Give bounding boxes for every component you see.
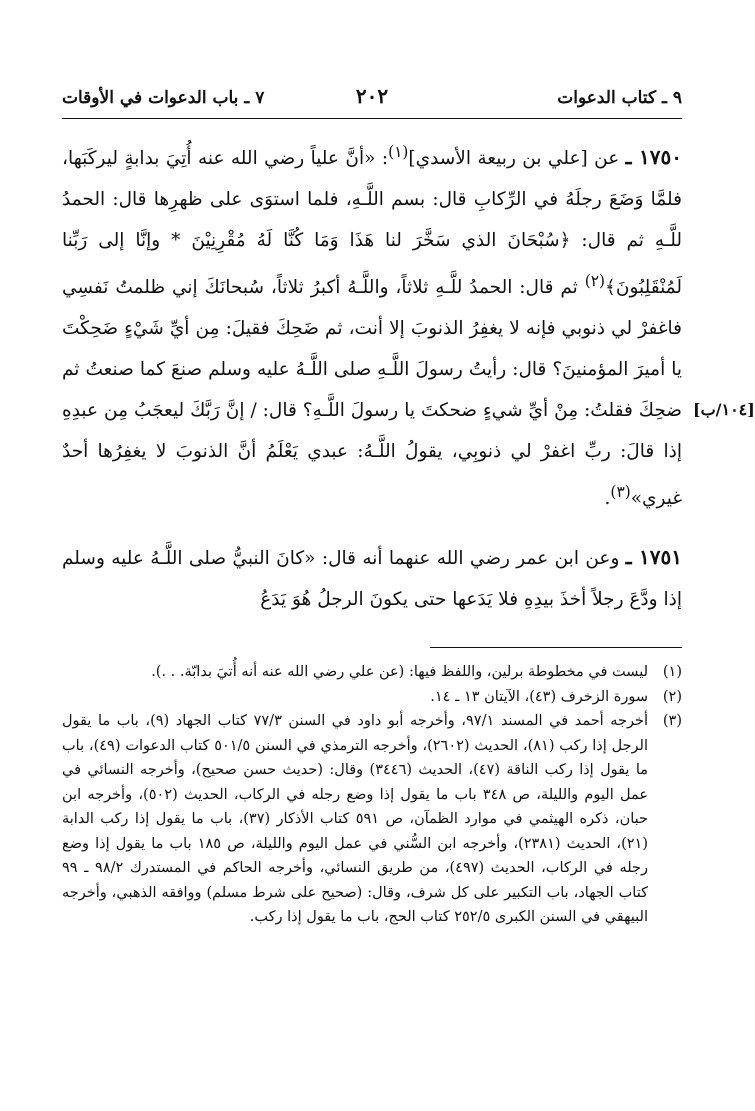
footnote-separator: [430, 647, 682, 648]
footnote-item: [62, 685, 682, 710]
footnote-item: [62, 709, 682, 930]
footnote-ref: (١): [388, 143, 409, 161]
page-number: ٢٠٢: [355, 84, 389, 108]
chapter-title: ٧ ـ باب الدعوات في الأوقات: [62, 88, 265, 108]
main-text: [62, 132, 682, 620]
hadith-text: : «أنَّ علياً رضي الله عنه أُتِيَ بدابةٍ ليركَبَها، فلمَّا وَضَعَ رجلَهُ في الرِّكابِ قال: بسم اللَّـهِ، فلما استوَى على ظهرِها قال: الحمدُ للَّـهِ ثم قال:: [62, 148, 682, 252]
quran-verse: ﴿سُبْحَانَ الذي سَخَّرَ لنا هَذَا وَمَا كُنَّا لَهُ مُقْرِنِيْنَ * وإنَّا إلى رَبِّنا لَمُنْقَلِبُونَ﴾: [62, 230, 682, 299]
footnote-item: [62, 660, 682, 685]
footnote-text: سورة الزخرف (٤٣)، الآيتان ١٣ ـ ١٤.: [430, 688, 648, 705]
manuscript-folio-marker: [١٠٤/ب]: [693, 400, 755, 419]
footnote-number: (٢): [662, 688, 682, 705]
footnote-number: (١): [662, 664, 682, 680]
footnote-text: ليست في مخطوطة برلين، واللفظ فيها: (عن علي رضي الله عنه أنه أُتيَ بدابّة. . .).: [151, 664, 648, 680]
hadith-text: وعن ابن عمر رضي الله عنهما أنه قال: «كانَ النبيُّ صلى اللَّـهُ عليه وسلم إذا ودَّعَ رجلاً أخذَ بيدِهِ فلا يَدَعها حتى يكونَ الرجلُ هُوَ يَدَعُ: [62, 548, 682, 611]
end-punctuation: .: [604, 488, 611, 510]
footnote-number: (٣): [662, 713, 682, 729]
hadith-text: ثم قال: الحمدُ للَّـهِ ثلاثاً، واللَّـهُ أكبرُ ثلاثاً، سُبحانَكَ إني ظلمتُ نَفسِي فاغفرْ لي ذنوبي فإنه لا يغفِرُ الذنوبَ إلا أنت، ثم ضَحِكَ فقيلَ: مِن أيِّ شَيْءٍ ضَحِكْتَ يا أميرَ المؤمنينَ؟ قال: رأيتُ رسولَ اللَّـهِ صلى اللَّـهُ عليه وسلم صنعَ كما صنعتُ ثم ضحِكَ فقلتُ: مِنْ أيِّ شيءٍ ضحكتَ يا رسولَ اللَّـهِ؟ قال: / إنَّ رَبَّكَ ليعجَبُ مِن عبدِهِ إذا قالَ: ربِّ اغفرْ لي ذنوبِي، يقولُ اللَّـهُ: عبدي يَعْلَمُ أنَّ الذنوبَ لا يغفِرُها أحدٌ غيري»: [62, 277, 682, 510]
footnote-text: أخرجه أحمد في المسند ٩٧/١، وأخرجه أبو داود في السنن ٧٧/٣ كتاب الجهاد (٩)، باب ما يقول الرجل إذا ركب (٨١)، الحديث (٢٦٠٢)، وأخرجه الترمذي في السنن ٥٠١/٥ كتاب الدعوات (٤٩)، باب ما يقول إذا ركب الناقة (٤٧)، الحديث (٣٤٤٦) وقال: (حديث حسن صحيح)، وأخرجه النسائي في عمل اليوم والليلة، ص ٣٤٨ باب ما يقول إذا وضع رجله في الركاب، الحديث (٥٠٢)، وأخرجه ابن حبان، ذكره الهيثمي في موارد الظمآن، ص ٥٩١ كتاب الأذكار (٣٧)، باب ما يقول إذا ركب الدابة (٢١)، الحديث (٢٣٨١)، وأخرجه ابن السُّني في عمل اليوم والليلة، ص ١٨٥ باب ما يقول إذا وضع رجله في الركاب، الحديث (٤٩٧)، من طريق النسائي، وأخرجه الحاكم في المستدرك ٩٨/٢ ـ ٩٩ كتاب الجهاد، باب التكبير على كل شرف، وقال: (صحيح على شرط مسلم) ووافقه الذهبي، وأخرجه البيهقي في السنن الكبرى ٢٥٢/٥ كتاب الحج، باب ما يقول إذا ركب.: [62, 713, 649, 925]
hadith-number: ١٧٥٠ ـ: [625, 145, 682, 170]
footnotes: [62, 660, 682, 930]
hadith-number: ١٧٥١ ـ: [625, 545, 682, 570]
footnote-ref: (٢): [584, 272, 606, 291]
running-header: [62, 84, 682, 119]
hadith-1751: [62, 537, 682, 620]
hadith-1750: [62, 132, 682, 519]
hadith-narrator: عن [علي بن ربيعة الأسدي]: [408, 148, 620, 170]
footnote-ref: (٣): [610, 483, 631, 502]
book-title: ٩ ـ كتاب الدعوات: [557, 88, 682, 108]
